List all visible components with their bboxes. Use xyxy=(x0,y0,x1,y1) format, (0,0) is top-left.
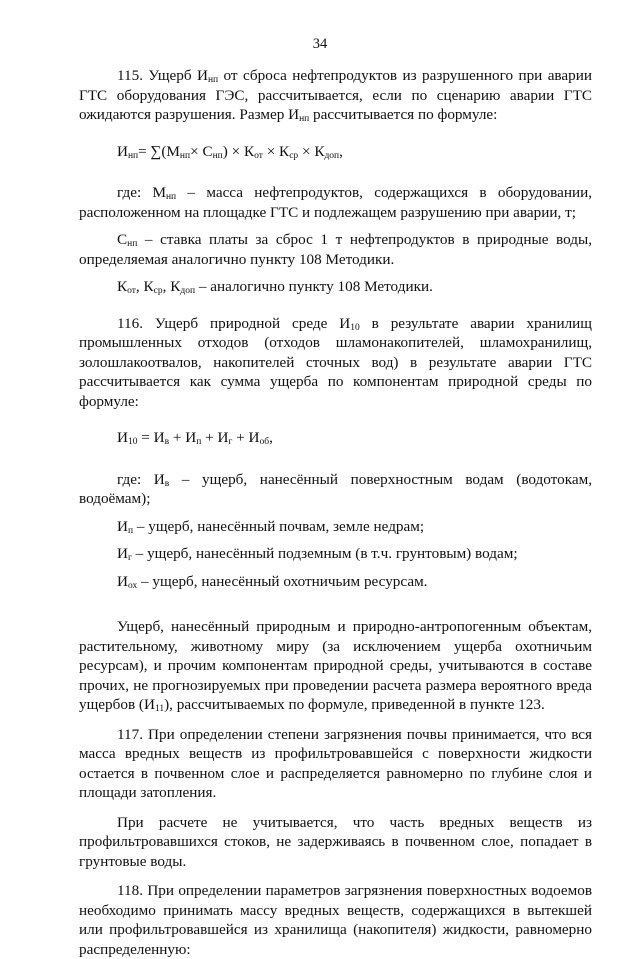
definition-ig: $И_г$ – ущерб, нанесённый подземным (в т.ч. грунтовым) водам; xyxy=(117,545,518,563)
paragraph-118: 118. При определении параметров загрязнения поверхностных водоемов необходимо принимать массу вредных веществ, содержащихся в вытекшей или профильтровавшейся из хранилища (накопителя) жидкости, равномерно распределенную: xyxy=(79,882,592,958)
definition-iox: $И_{ох}$ – ущерб, нанесённый охотничьим ресурсам. xyxy=(117,572,428,591)
definition-k: $К_{от}$, $К_{ср}$, $К_{доп}$ – аналогично пункту 108 Методики. xyxy=(117,278,433,296)
page-number: 34 xyxy=(312,36,328,52)
paragraph-115: 115. Ущерб $И_{нп}$ от сброса нефтепродуктов из разрушенного при аварии ГТС оборудования ГЭС, рассчитывается, если по сценарию аварии ГТС ожидаются разрушения. Размер $И_{нп}$ рассчитывается по формуле: xyxy=(79,67,592,124)
paragraph-117-note: При расчете не учитывается, что часть вредных веществ из профильтровавшихся стоков, не задерживаясь в почвенном слое, попадает в грунтовые воды. xyxy=(79,813,592,870)
paragraph-116: 116. Ущерб природной среде $И_{10}$ в результате аварии хранилищ промышленных отходов (отходов шламонакопителей, шламохранилищ, золошлакоотвалов, накопителей сточных вод) в результате аварии ГТС рассчитывается как сумма ущерба по компонентам природной среды по формуле: xyxy=(79,314,592,410)
definition-c: $С_{нп}$ – ставка платы за сброс 1 т нефтепродуктов в природные воды, определяемая аналогично пункту 108 Методики. xyxy=(79,231,592,268)
definition-ip: $И_п$ – ущерб, нанесённый почвам, земле недрам; xyxy=(117,517,425,536)
formula-oil-damage: $И_{нп}= \sum(М_{нп}\times С_{нп}) \times К_{от} \times К_{ср} \times К_{доп}$, xyxy=(117,142,343,161)
paragraph-117: 117. При определении степени загрязнения почвы принимается, что вся масса вредных веществ из профильтровавшейся с поверхности жидкости остается в почвенном слое и распределяется равномерно по глубине слоя и площади затопления. xyxy=(79,725,592,801)
document-body xyxy=(79,66,592,959)
definition-iv: где: $И_в$ – ущерб, нанесённый поверхностным водам (водотокам, водоёмам); xyxy=(79,470,593,507)
paragraph-other-damage: Ущерб, нанесённый природным и природно-антропогенным объектам, растительному, животному миру (за исключением ущерба охотничьим ресурсам), и прочим компонентам природной среды, учитываются в составе прочих, не прогнозируемых при проведении расчета размера вероятного вреда ущербов $(И_{11})$, рассчитываемых по формуле, приведенной в пункте 123. xyxy=(79,618,592,714)
formula-environment-damage: $И_{10} = И_в + И_п + И_г + И_{об}$, xyxy=(117,429,273,447)
definition-m: где: $М_{нп}$ – масса нефтепродуктов, содержащихся в оборудовании, расположенном на площадке ГТС и подлежащем разрушению при аварии, т; xyxy=(79,184,593,221)
